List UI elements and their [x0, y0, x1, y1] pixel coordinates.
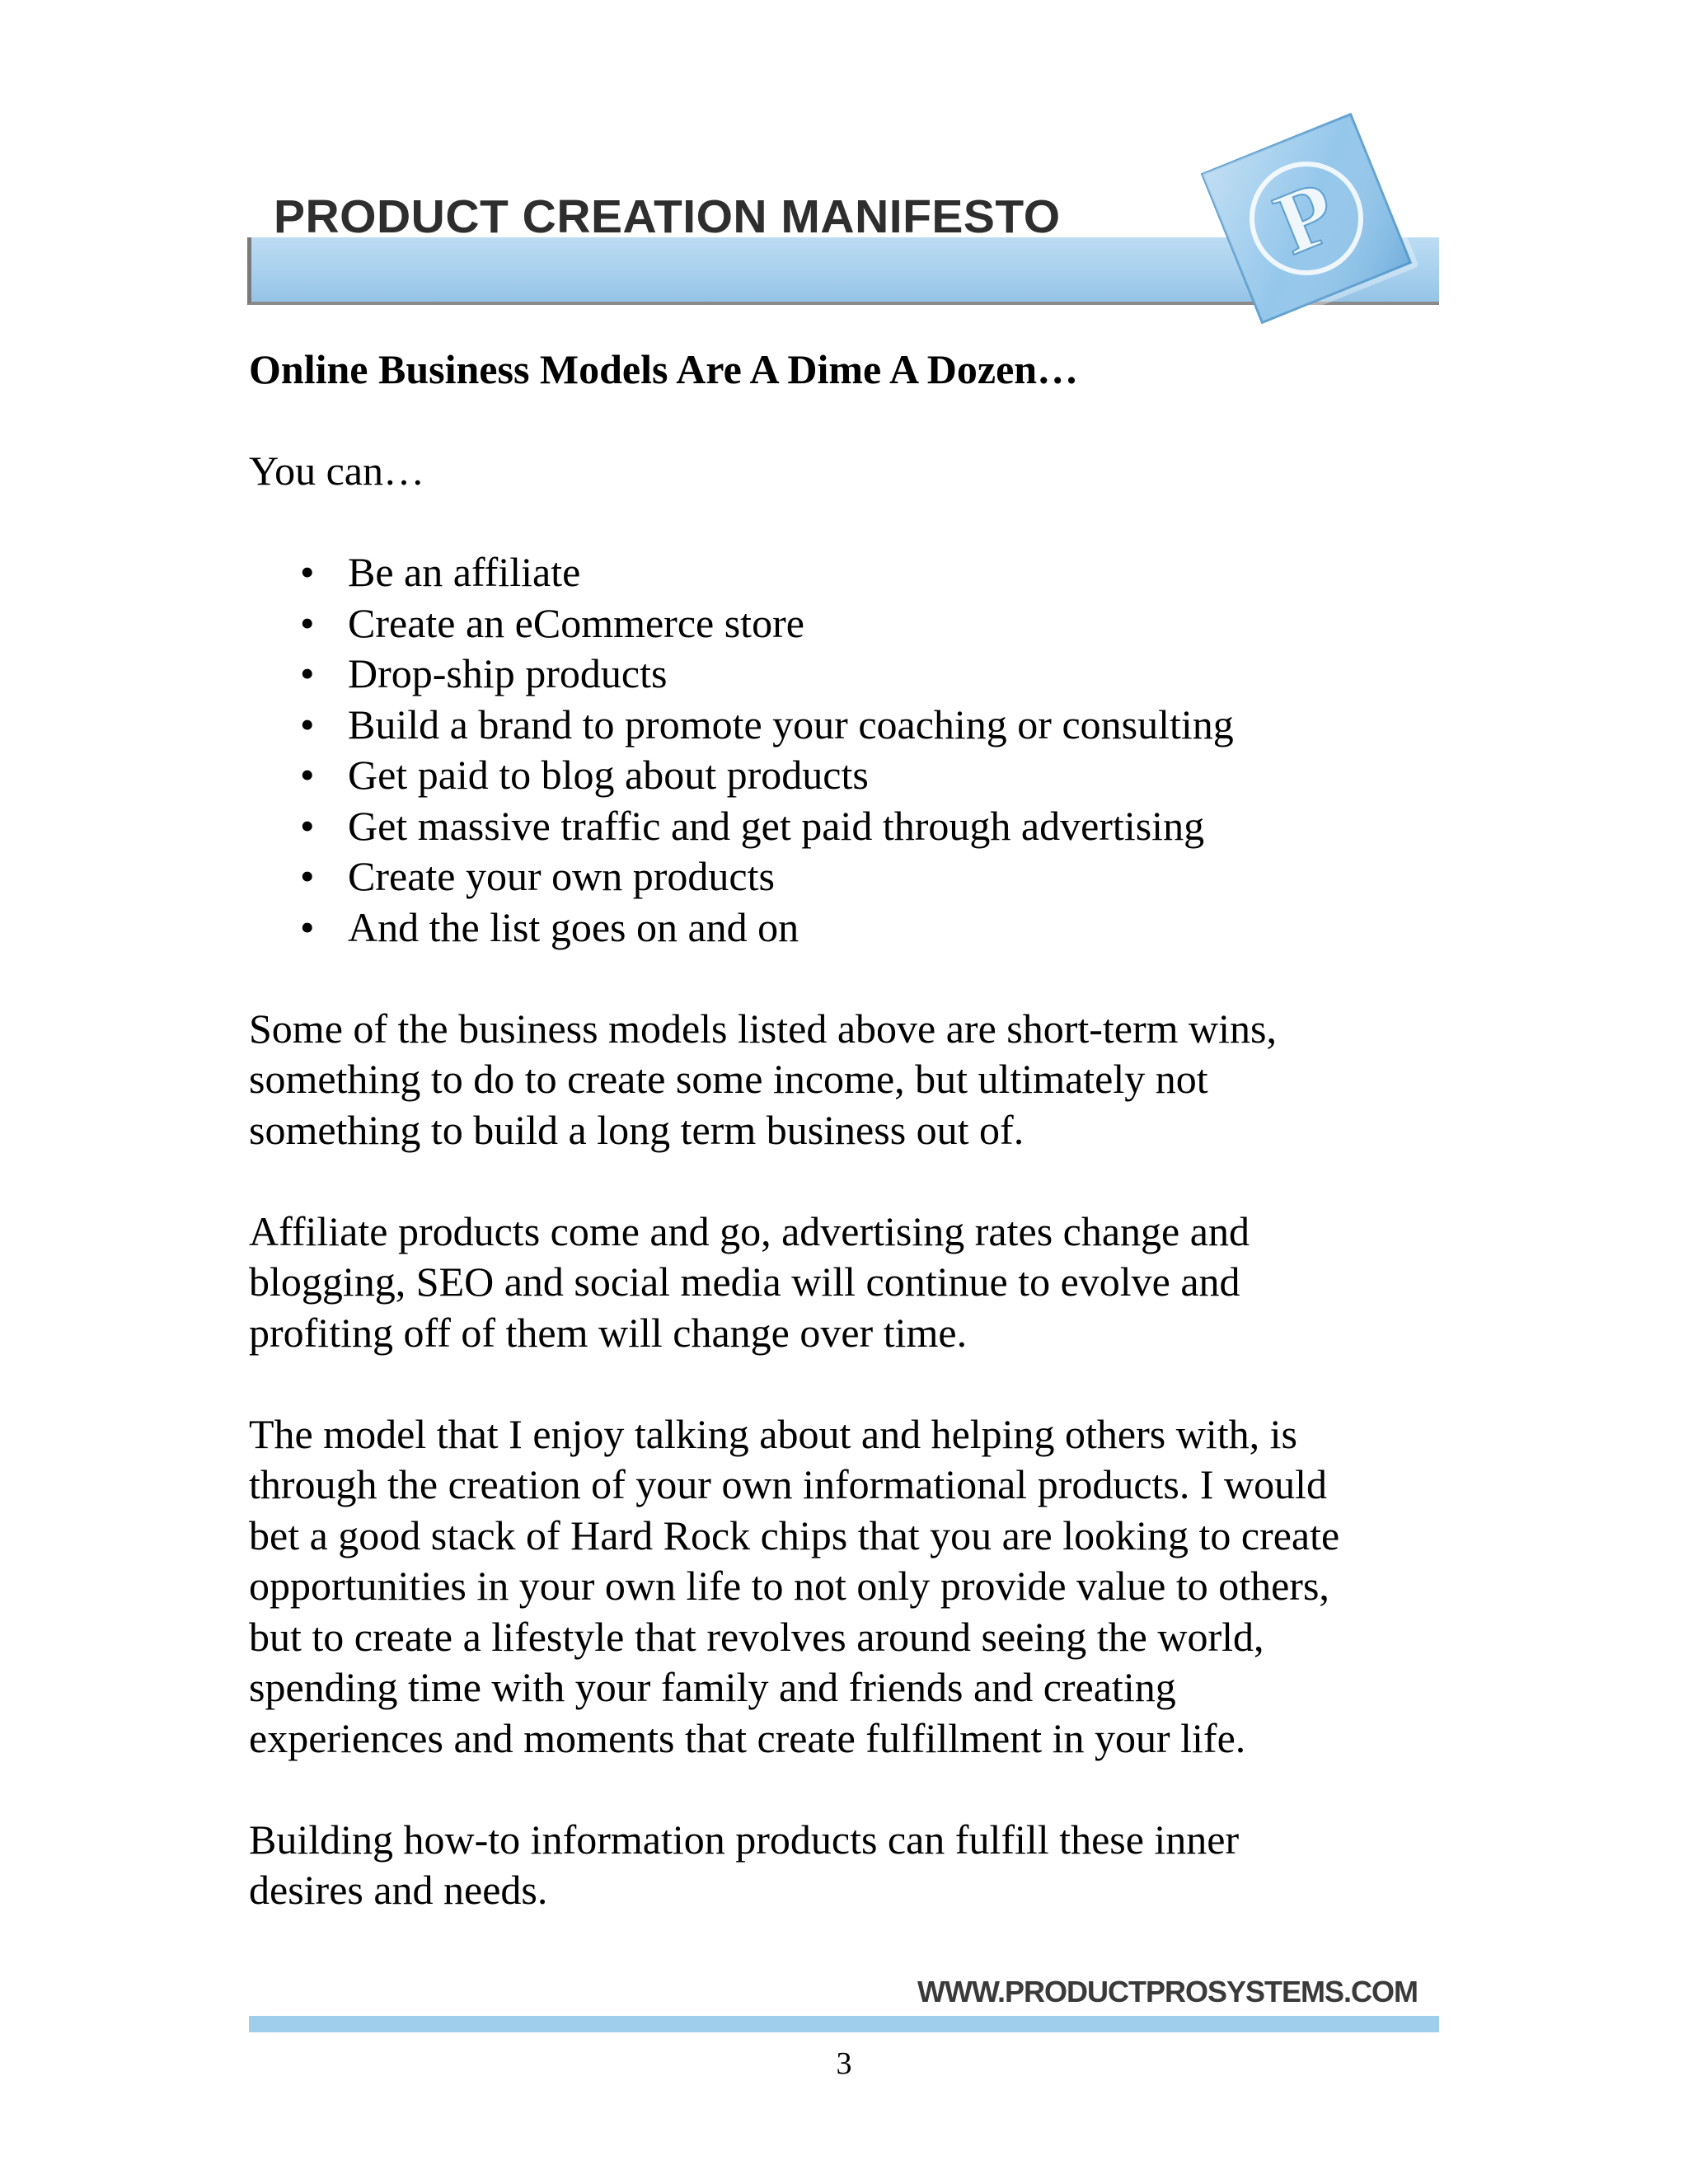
bullet-icon: • — [300, 599, 315, 646]
header-title: PRODUCT CREATION MANIFESTO — [274, 190, 1061, 243]
bullet-icon: • — [300, 853, 315, 899]
paragraph-information-products: The model that I enjoy talking about and helping others with, is through the creation of your own informational products. I would bet a good stack of Hard Rock chips that you are looking to create opportunities in your own life to not only provide value to others, but to create a lifestyle that revolves around seeing the world, spending time with your family and friends and creating experiences and moments that create fulfillment in your life. — [249, 1410, 1340, 1761]
bullet-icon: • — [300, 752, 315, 798]
paragraph-how-to-products: Building how-to information products can fulfill these inner desires and needs. — [249, 1816, 1240, 1913]
bullet-icon: • — [300, 903, 315, 950]
footer-website-url: WWW.PRODUCTPROSYSTEMS.COM — [917, 1975, 1418, 2008]
bullet-icon: • — [300, 650, 315, 696]
list-item: • And the list goes on and on — [249, 902, 1439, 954]
list-item: • Create your own products — [249, 851, 1439, 902]
page-header — [247, 107, 1439, 338]
section-heading: Online Business Models Are A Dime A Dozen… — [249, 346, 1079, 392]
list-item: • Create an eCommerce store — [249, 598, 1439, 649]
business-model-list — [249, 547, 1439, 953]
list-item: • Get paid to blog about products — [249, 750, 1439, 801]
bullet-icon: • — [300, 701, 315, 748]
list-item: • Build a brand to promote your coaching or consulting — [249, 700, 1439, 751]
paragraph-short-term-wins: Some of the business models listed above are short-term wins, something to do to create some income, but ultimately not something to build a long term business out of. — [249, 1005, 1277, 1153]
list-item: • Drop-ship products — [249, 649, 1439, 700]
paragraph-affiliate-products: Affiliate products come and go, advertising rates change and blogging, SEO and social media will continue to evolve and profiting off of them will change over time. — [249, 1207, 1250, 1356]
footer-divider-bar — [249, 2016, 1439, 2032]
list-item: • Get massive traffic and get paid through advertising — [249, 801, 1439, 852]
bullet-icon: • — [300, 802, 315, 849]
product-pro-logo-icon — [1195, 107, 1418, 330]
list-item: • Be an affiliate — [249, 547, 1439, 598]
document-body — [249, 344, 1439, 1916]
bullet-icon: • — [300, 549, 315, 595]
logo-letter: P — [1262, 162, 1350, 274]
intro-text: You can… — [249, 448, 424, 494]
page-number: 3 — [836, 2046, 852, 2081]
